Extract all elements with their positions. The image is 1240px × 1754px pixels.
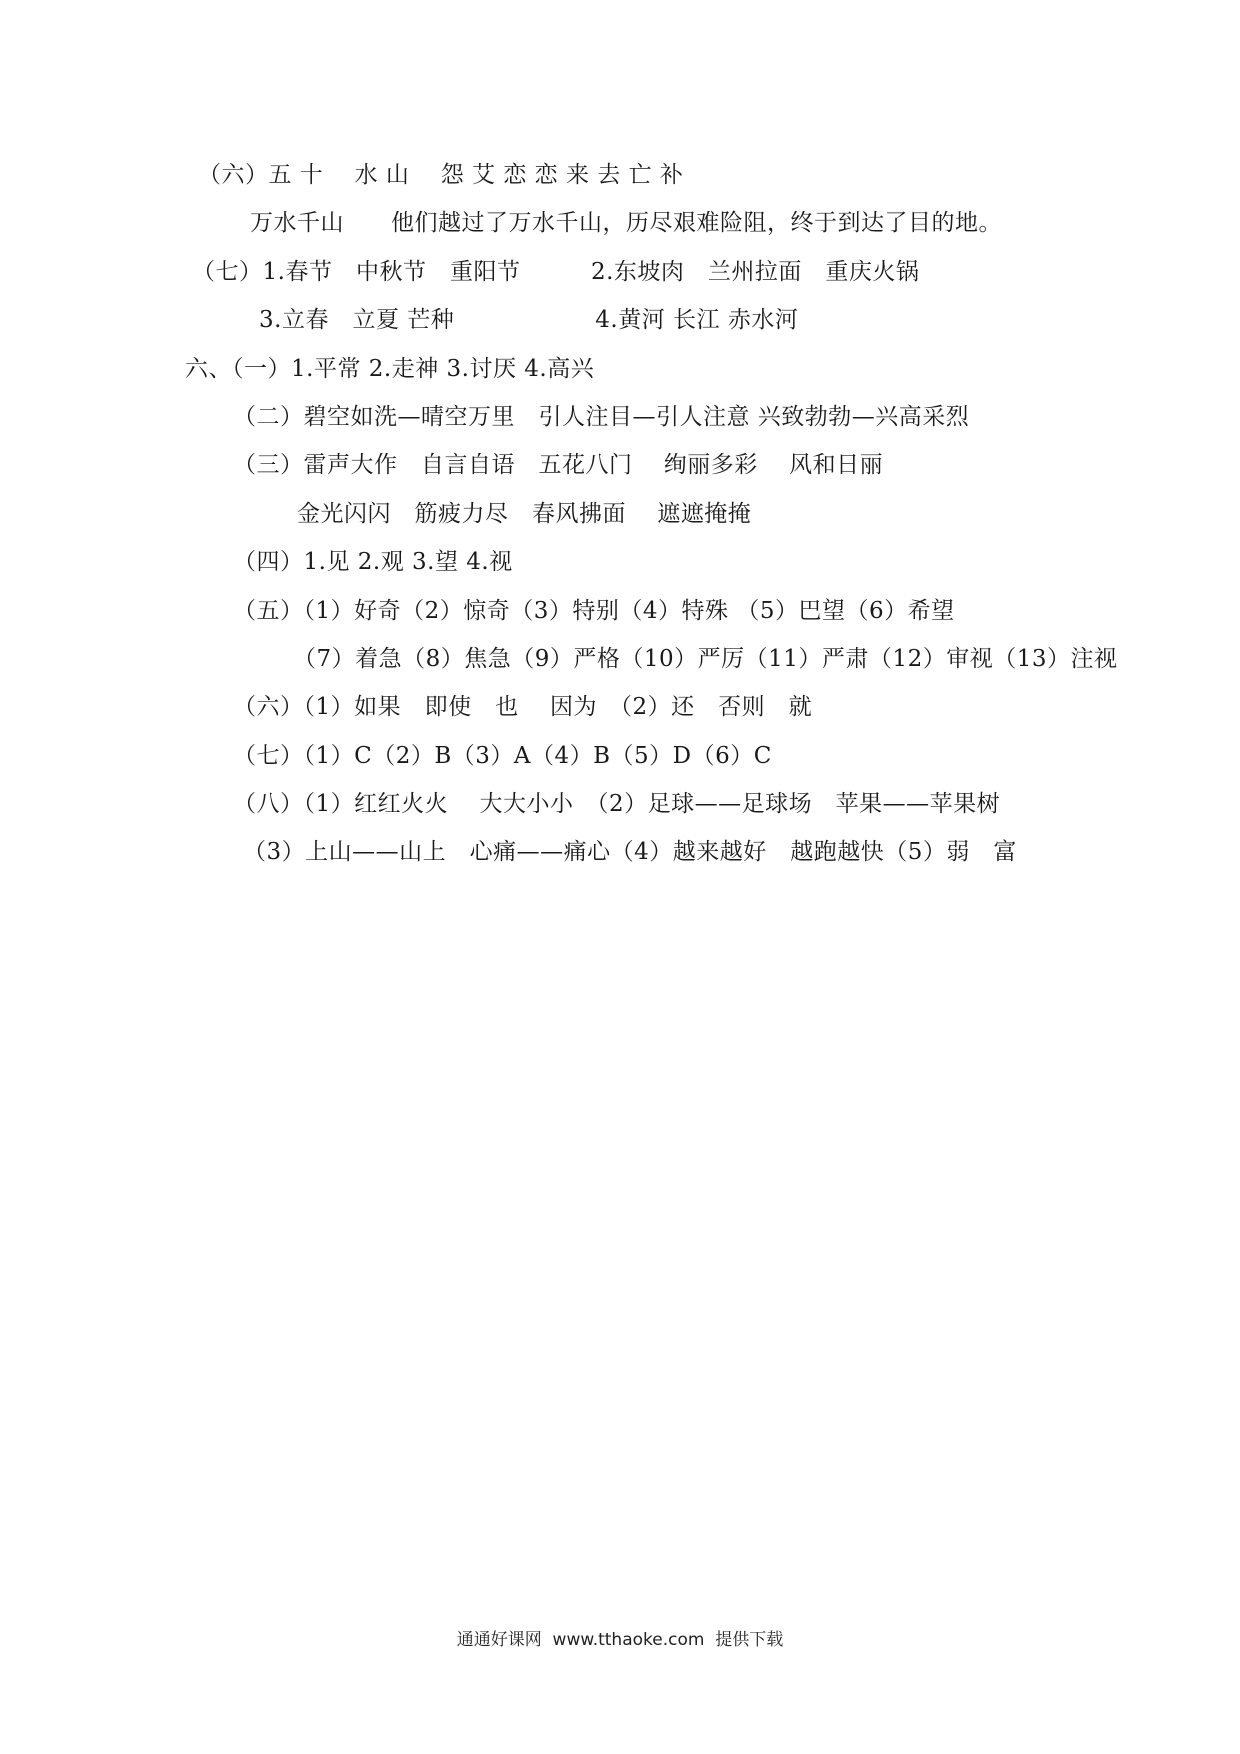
answer-line-11: （7）着急（8）焦急（9）严格（10）严厉（11）严肃（12）审视（13）注视 — [293, 646, 1118, 672]
answer-line-2: 万水千山 他们越过了万水千山，历尽艰难险阻，终于到达了目的地。 — [250, 210, 1002, 236]
answer-line-6: （二）碧空如洗—晴空万里 引人注目—引人注意 兴致勃勃—兴高采烈 — [233, 404, 970, 430]
answer-line-15: （3）上山——山上 心痛——痛心（4）越来越好 越跑越快（5）弱 富 — [243, 839, 1017, 865]
answer-line-14: （八）（1）红红火火 大大小小 （2）足球——足球场 苹果——苹果树 — [233, 791, 1001, 817]
answer-line-10: （五）（1）好奇（2）惊奇（3）特别（4）特殊 （5）巴望（6）希望 — [233, 598, 955, 624]
answer-line-4: 3.立春 立夏 芒种 4.黄河 长江 赤水河 — [259, 307, 799, 333]
answer-line-13: （七）（1）C（2）B（3）A（4）B（5）D（6）C — [233, 743, 772, 769]
page-footer: 通通好课网 www.tthaoke.com 提供下载 — [456, 1630, 784, 1650]
answer-line-8: 金光闪闪 筋疲力尽 春风拂面 遮遮掩掩 — [297, 501, 752, 527]
answer-line-1: （六）五 十 水 山 怨 艾 恋 恋 来 去 亡 补 — [198, 162, 684, 188]
answer-line-7: （三）雷声大作 自言自语 五花八门 绚丽多彩 风和日丽 — [233, 452, 884, 478]
answer-line-3: （七）1.春节 中秋节 重阳节 2.东坡肉 兰州拉面 重庆火锅 — [192, 259, 920, 285]
answer-line-9: （四）1.见 2.观 3.望 4.视 — [233, 549, 513, 575]
answer-line-12: （六）（1）如果 即使 也 因为 （2）还 否则 就 — [233, 694, 813, 720]
answer-line-5: 六、（一）1.平常 2.走神 3.讨厌 4.高兴 — [185, 356, 595, 382]
